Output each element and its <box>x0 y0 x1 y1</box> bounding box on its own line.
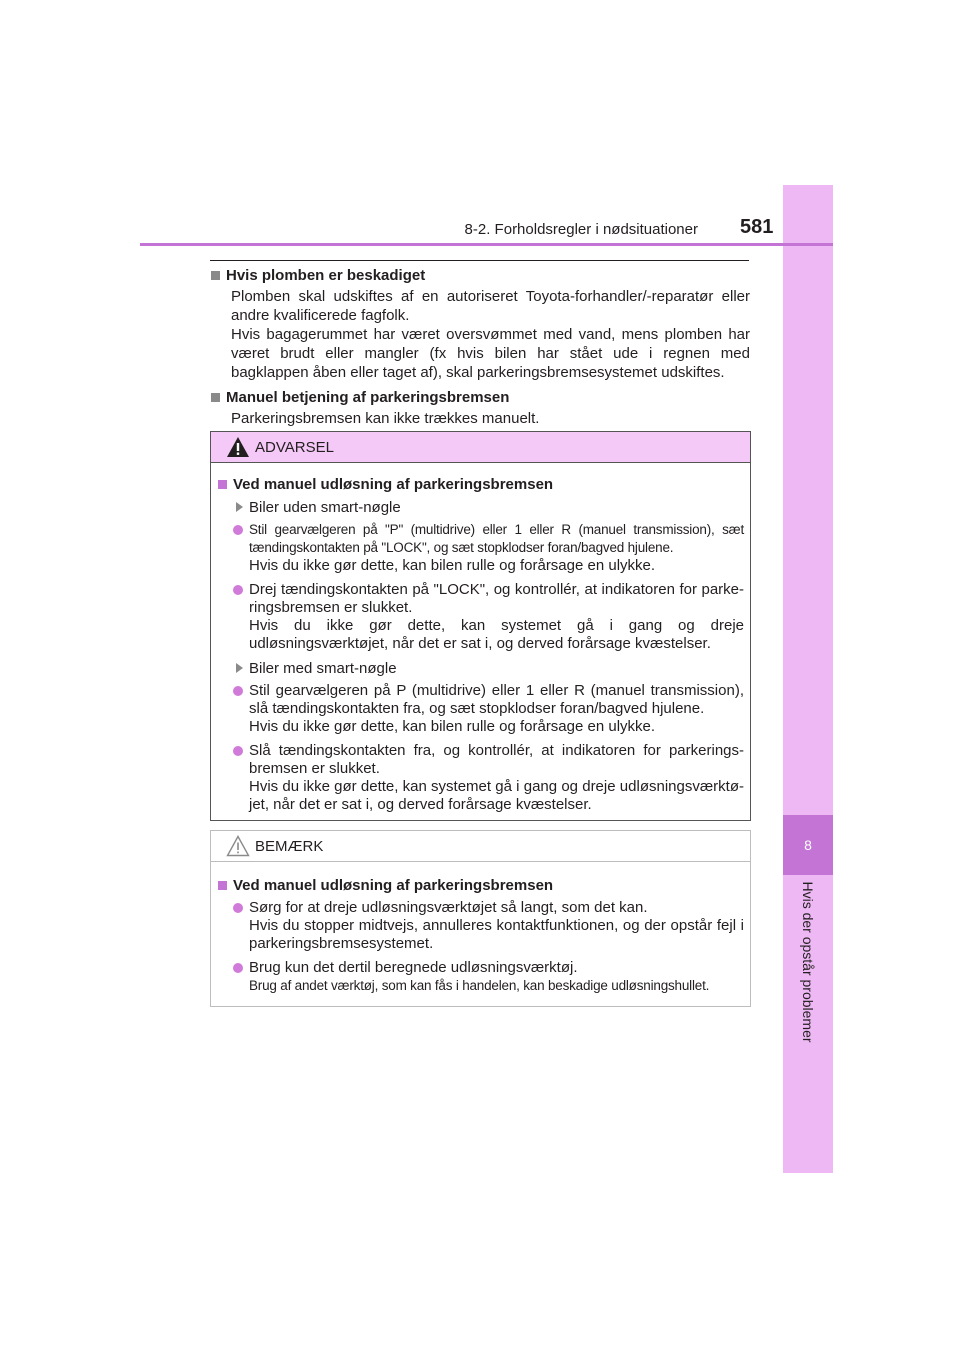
content-top-rule <box>210 260 749 261</box>
list-item-line: Stil gearvælgeren på P (multidrive) eller 1 eller R (manuel transmission), slå tændingskontakten fra, og sæt stopklodser foran/bagved hjulene. <box>249 682 744 717</box>
list-item-line: Hvis du ikke gør dette, kan systemet gå i gang og dreje udløsningsværktø-jet, når det er sat i, og derved forårsage kvæstelser. <box>249 778 744 813</box>
arrow-bullet-icon <box>236 663 243 673</box>
round-bullet-icon <box>233 746 243 756</box>
note-title: BEMÆRK <box>255 838 324 855</box>
warning-box-body <box>211 463 750 814</box>
section-heading <box>210 388 750 407</box>
list-item-text <box>249 581 744 653</box>
square-bullet-icon <box>218 881 227 890</box>
chapter-title: Hvis der opstår problemer <box>800 881 816 1043</box>
section-seal-damaged <box>210 266 750 382</box>
note-box <box>210 830 751 1007</box>
list-item <box>233 682 744 736</box>
list-item <box>233 899 744 953</box>
group-label <box>236 498 744 517</box>
group-label <box>236 659 744 678</box>
list-item-line: Brug kun det dertil beregnede udløsningsværktøj. <box>249 959 578 976</box>
round-bullet-icon <box>233 585 243 595</box>
paragraph: Plomben skal udskiftes af en autoriseret Toyota-forhandler/-reparatør eller andre kvalificerede fagfolk. <box>231 288 750 324</box>
list-item-text <box>249 959 744 995</box>
caution-triangle-outline-icon <box>226 835 250 857</box>
round-bullet-icon <box>233 525 243 535</box>
page-number: 581 <box>740 216 774 238</box>
main-content <box>210 266 750 431</box>
paragraph: Hvis bagagerummet har været oversvømmet med vand, mens plomben har været brudt eller mangler (fx hvis bilen har stået ude i regnen med bagklappen åben eller taget af), skal parkeringsbremsesystemet udskiftes. <box>231 326 750 381</box>
list-item-text <box>249 521 744 575</box>
warning-box <box>210 431 751 821</box>
round-bullet-icon <box>233 963 243 973</box>
list-item-line: Hvis du stopper midtvejs, annulleres kontaktfunktionen, og der opstår fejl i parkeringsbremsesystemet. <box>249 917 744 952</box>
list-item-text <box>249 682 744 736</box>
group-label-text: Biler med smart-nøgle <box>249 660 397 677</box>
warning-subheading-text: Ved manuel udløsning af parkeringsbremsen <box>233 476 554 493</box>
square-bullet-icon <box>211 393 220 402</box>
chapter-number: 8 <box>804 837 812 853</box>
list-item-line: Stil gearvælgeren på "P" (multidrive) eller 1 eller R (manuel transmission), sæt tændingskontakten på "LOCK", og sæt stopklodser foran/bagved hjulene. <box>249 522 744 555</box>
list-item-text <box>249 742 744 814</box>
warning-triangle-icon <box>226 436 250 458</box>
round-bullet-icon <box>233 686 243 696</box>
note-subheading <box>217 876 744 895</box>
list-item-line: Slå tændingskontakten fra, og kontrollér, at indikatoren for parkerings-bremsen er slukket. <box>249 742 744 777</box>
chapter-number-tab <box>783 815 833 875</box>
list-item <box>233 521 744 575</box>
list-item-text <box>249 899 744 953</box>
note-box-body <box>211 862 750 995</box>
header-rule <box>140 243 833 246</box>
section-heading-text: Hvis plomben er beskadiget <box>226 267 426 284</box>
arrow-bullet-icon <box>236 502 243 512</box>
square-bullet-icon <box>218 480 227 489</box>
note-box-header <box>211 831 750 862</box>
section-heading <box>210 266 750 285</box>
square-bullet-icon <box>211 271 220 280</box>
list-item <box>233 959 744 995</box>
round-bullet-icon <box>233 903 243 913</box>
list-item-line: Sørg for at dreje udløsningsværktøjet så langt, som det kan. <box>249 899 648 916</box>
group-label-text: Biler uden smart-nøgle <box>249 499 401 516</box>
warning-subheading <box>217 475 744 494</box>
section-heading-text: Manuel betjening af parkeringsbremsen <box>226 389 510 406</box>
list-item-line: Drej tændingskontakten på "LOCK", og kontrollér, at indikatoren for parke-ringsbremsen er slukket. <box>249 581 744 616</box>
list-item-line: Brug af andet værktøj, som kan fås i handelen, kan beskadige udløsningshullet. <box>249 978 710 993</box>
list-item <box>233 581 744 653</box>
list-item-line: Hvis du ikke gør dette, kan systemet gå i gang og dreje udløsningsværktøjet, når det er sat i, og derved forårsage kvæstelser. <box>249 617 744 652</box>
warning-box-header <box>211 432 750 463</box>
note-subheading-text: Ved manuel udløsning af parkeringsbremsen <box>233 877 554 894</box>
list-item-line: Hvis du ikke gør dette, kan bilen rulle og forårsage en ulykke. <box>249 557 656 574</box>
paragraph: Parkeringsbremsen kan ikke trækkes manuelt. <box>231 410 540 427</box>
section-header-title: 8-2. Forholdsregler i nødsituationer <box>464 221 698 238</box>
section-manual-operation <box>210 388 750 428</box>
warning-title: ADVARSEL <box>255 439 334 456</box>
list-item-line: Hvis du ikke gør dette, kan bilen rulle og forårsage en ulykke. <box>249 718 656 735</box>
list-item <box>233 742 744 814</box>
